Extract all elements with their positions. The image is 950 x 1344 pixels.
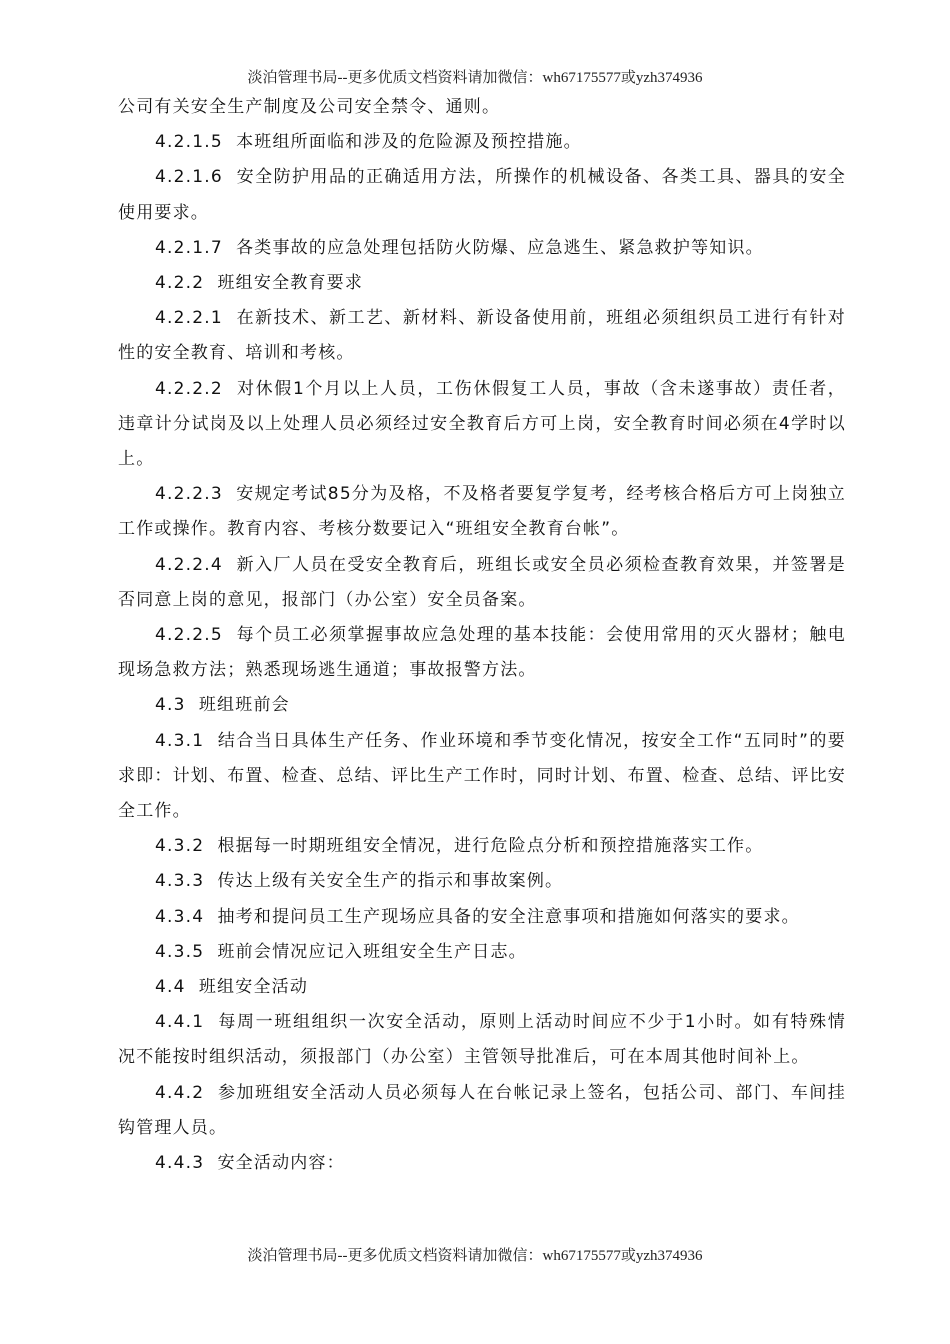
paragraph-4-2-2-1: 4.2.2.1 在新技术、新工艺、新材料、新设备使用前，班组必须组织员工进行有针对性的安全教育、培训和考核。 [118, 308, 846, 364]
paragraph-4-2-1-7: 4.2.1.7 各类事故的应急处理包括防火防爆、应急逃生、紧急救护等知识。 [155, 237, 764, 258]
paragraph-4-3-4: 4.3.4 抽考和提问员工生产现场应具备的安全注意事项和措施如何落实的要求。 [155, 906, 800, 927]
paragraph-4-2-1-5: 4.2.1.5 本班组所面临和涉及的危险源及预控措施。 [155, 132, 582, 153]
paragraph-4-3-3: 4.3.3 传达上级有关安全生产的指示和事故案例。 [155, 871, 564, 892]
paragraph-4-2-2-5: 4.2.2.5 每个员工必须掌握事故应急处理的基本技能：会使用常用的灭火器材；触电现场急救方法；熟悉现场逃生通道；事故报警方法。 [118, 625, 846, 681]
paragraph-4-2-2-2: 4.2.2.2 对休假1个月以上人员，工伤休假复工人员，事故（含未遂事故）责任者，违章计分试岗及以上处理人员必须经过安全教育后方可上岗，安全教育时间必须在4学时以上。 [118, 378, 846, 470]
paragraph-4-4-1: 4.4.1 每周一班组组织一次安全活动，原则上活动时间应不少于1小时。如有特殊情况不能按时组织活动，须报部门（办公室）主管领导批准后，可在本周其他时间补上。 [118, 1012, 846, 1068]
paragraph-4-2-1-6: 4.2.1.6 安全防护用品的正确适用方法，所操作的机械设备、各类工具、器具的安全使用要求。 [118, 167, 846, 223]
section-heading-4-3: 4.3 班组班前会 [155, 695, 290, 716]
paragraph-4-3-5: 4.3.5 班前会情况应记入班组安全生产日志。 [155, 941, 527, 962]
section-heading-4-2-2: 4.2.2 班组安全教育要求 [155, 273, 364, 294]
paragraph-4-4-2: 4.4.2 参加班组安全活动人员必须每人在台帐记录上签名，包括公司、部门、车间挂钩管理人员。 [118, 1082, 846, 1138]
document-body [118, 90, 846, 1181]
paragraph-4-2-2-3: 4.2.2.3 安规定考试85分为及格，不及格者要复学复考，经考核合格后方可上岗独立工作或操作。教育内容、考核分数要记入“班组安全教育台帐”。 [118, 484, 846, 540]
paragraph-4-3-2: 4.3.2 根据每一时期班组安全情况，进行危险点分析和预控措施落实工作。 [155, 836, 764, 857]
section-heading-4-4: 4.4 班组安全活动 [155, 977, 309, 998]
paragraph-4-3-1: 4.3.1 结合当日具体生产任务、作业环境和季节变化情况，按安全工作“五同时”的要求即：计划、布置、检查、总结、评比生产工作时，同时计划、布置、检查、总结、评比安全工作。 [118, 730, 846, 822]
paragraph-4-2-2-4: 4.2.2.4 新入厂人员在受安全教育后，班组长或安全员必须检查教育效果，并签署是否同意上岗的意见，报部门（办公室）安全员备案。 [118, 554, 846, 610]
header-watermark: 淡泊管理书局--更多优质文档资料请加微信：wh67175577或yzh374936 [247, 70, 703, 86]
footer-watermark: 淡泊管理书局--更多优质文档资料请加微信：wh67175577或yzh374936 [247, 1248, 703, 1264]
paragraph-4-4-3: 4.4.3 安全活动内容： [155, 1153, 345, 1174]
paragraph-continuation: 公司有关安全生产制度及公司安全禁令、通则。 [118, 97, 501, 117]
